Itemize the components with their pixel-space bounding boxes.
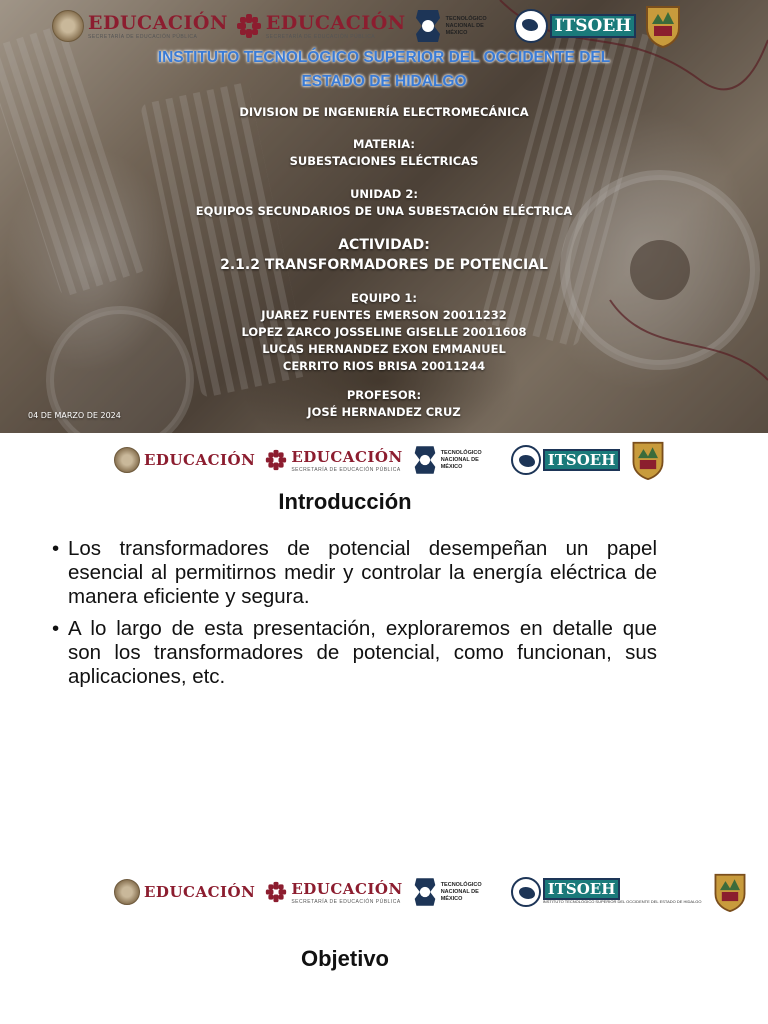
materia-block bbox=[0, 136, 768, 170]
profesor-name: JOSÉ HERNANDEZ CRUZ bbox=[307, 405, 461, 419]
unidad-value: EQUIPOS SECUNDARIOS DE UNA SUBESTACIÓN ELÉCTRICA bbox=[195, 204, 573, 218]
institute-name-line-1: INSTITUTO TECNOLÓGICO SUPERIOR DEL OCCIDENTE DEL bbox=[157, 49, 611, 66]
itsoeh-circle-icon bbox=[511, 445, 541, 475]
itsoeh-wordmark: ITSOEH bbox=[543, 449, 621, 471]
division-text: DIVISION DE INGENIERÍA ELECTROMECÁNICA bbox=[239, 105, 529, 119]
educacion-flower-logo bbox=[265, 880, 402, 905]
educacion-wordmark: EDUCACIÓN bbox=[144, 451, 256, 469]
tecnm-text: TECNOLÓGICO NACIONAL DE MÉXICO bbox=[440, 449, 482, 470]
educacion-flower-logo bbox=[236, 12, 406, 40]
tecnm-text: TECNOLÓGICO NACIONAL DE MÉXICO bbox=[440, 881, 482, 902]
itsoeh-subtitle: INSTITUTO TECNOLÓGICO SUPERIOR DEL OCCIDENTE DEL ESTADO DE HIDALGO bbox=[542, 899, 702, 904]
actividad-block bbox=[0, 235, 768, 275]
educacion-wordmark-2: EDUCACIÓN bbox=[291, 447, 403, 466]
actividad-label: ACTIVIDAD: bbox=[338, 237, 430, 253]
educacion-subtitle-2: SECRETARÍA DE EDUCACIÓN PÚBLICA bbox=[265, 34, 376, 40]
educacion-subtitle-2: SECRETARÍA DE EDUCACIÓN PÚBLICA bbox=[291, 466, 401, 473]
educacion-wordmark-2: EDUCACIÓN bbox=[265, 12, 406, 34]
educacion-logo bbox=[114, 879, 255, 905]
unidad-label: UNIDAD 2: bbox=[350, 187, 418, 201]
equipo-label: EQUIPO 1: bbox=[350, 291, 418, 305]
itsoeh-logo bbox=[514, 9, 637, 43]
hidalgo-shield-icon bbox=[644, 4, 682, 48]
intro-bullet-list bbox=[52, 537, 657, 697]
team-member: JUAREZ FUENTES EMERSON 20011232 bbox=[261, 308, 507, 322]
educacion-wordmark: EDUCACIÓN bbox=[144, 883, 256, 901]
team-member: CERRITO RIOS BRISA 20011244 bbox=[282, 359, 486, 373]
cover-date: 04 DE MARZO DE 2024 bbox=[28, 411, 121, 420]
itsoeh-wordmark: ITSOEH bbox=[543, 878, 621, 900]
educacion-logo bbox=[52, 10, 228, 42]
flower-icon bbox=[236, 13, 262, 39]
hidalgo-shield-icon bbox=[630, 440, 666, 480]
mexico-seal-icon bbox=[114, 879, 140, 905]
team-member: LUCAS HERNANDEZ EXON EMMANUEL bbox=[262, 342, 506, 356]
materia-value: SUBESTACIONES ELÉCTRICAS bbox=[289, 154, 479, 168]
itsoeh-circle-icon bbox=[511, 877, 541, 907]
mexico-seal-icon bbox=[52, 10, 84, 42]
mexico-seal-icon bbox=[114, 447, 140, 473]
flower-icon bbox=[265, 881, 287, 903]
objetivo-logo-band bbox=[114, 872, 748, 912]
tecnm-logo bbox=[413, 876, 501, 908]
materia-label: MATERIA: bbox=[353, 137, 415, 151]
profesor-label: PROFESOR: bbox=[346, 388, 422, 402]
tecnm-icon bbox=[414, 8, 442, 44]
bullet-item: • Los transformadores de potencial desempeñan un papel esencial al permitirnos medir y controlar la energía eléctrica de manera eficiente y segura. bbox=[52, 537, 657, 609]
educacion-subtitle-2: SECRETARÍA DE EDUCACIÓN PÚBLICA bbox=[291, 898, 401, 905]
cover-institute bbox=[0, 46, 768, 94]
educacion-flower-logo bbox=[265, 448, 402, 473]
institute-name-line-2: ESTADO DE HIDALGO bbox=[301, 73, 467, 90]
educacion-wordmark-2: EDUCACIÓN bbox=[291, 879, 403, 898]
tecnm-icon bbox=[413, 444, 437, 476]
tecnm-logo bbox=[413, 444, 501, 476]
unidad-block bbox=[0, 186, 768, 220]
intro-title: Introducción bbox=[278, 489, 412, 514]
hidalgo-shield-icon bbox=[712, 872, 748, 912]
cover-slide bbox=[0, 0, 768, 433]
bullet-item: • A lo largo de esta presentación, exploraremos en detalle que son los transformadores de potencial, como funcionan, sus aplicaciones, etc. bbox=[52, 617, 657, 689]
educacion-subtitle: SECRETARÍA DE EDUCACIÓN PÚBLICA bbox=[88, 34, 198, 40]
tecnm-text: TECNOLÓGICO NACIONAL DE MÉXICO bbox=[445, 15, 487, 36]
tecnm-icon bbox=[413, 876, 437, 908]
equipo-block bbox=[0, 290, 768, 375]
cover-logo-row bbox=[52, 4, 682, 48]
actividad-value: 2.1.2 TRANSFORMADORES DE POTENCIAL bbox=[220, 257, 548, 273]
division bbox=[0, 104, 768, 121]
itsoeh-logo bbox=[511, 877, 702, 907]
team-member: LOPEZ ZARCO JOSSELINE GISELLE 20011608 bbox=[241, 325, 527, 339]
itsoeh-wordmark: ITSOEH bbox=[550, 14, 637, 38]
intro-logo-band bbox=[114, 440, 666, 480]
educacion-wordmark: EDUCACIÓN bbox=[88, 12, 228, 34]
itsoeh-logo bbox=[511, 445, 621, 475]
objetivo-title: Objetivo bbox=[300, 946, 389, 971]
itsoeh-circle-icon bbox=[514, 9, 548, 43]
flower-icon bbox=[265, 449, 287, 471]
tecnm-logo bbox=[414, 8, 506, 44]
educacion-logo bbox=[114, 447, 255, 473]
